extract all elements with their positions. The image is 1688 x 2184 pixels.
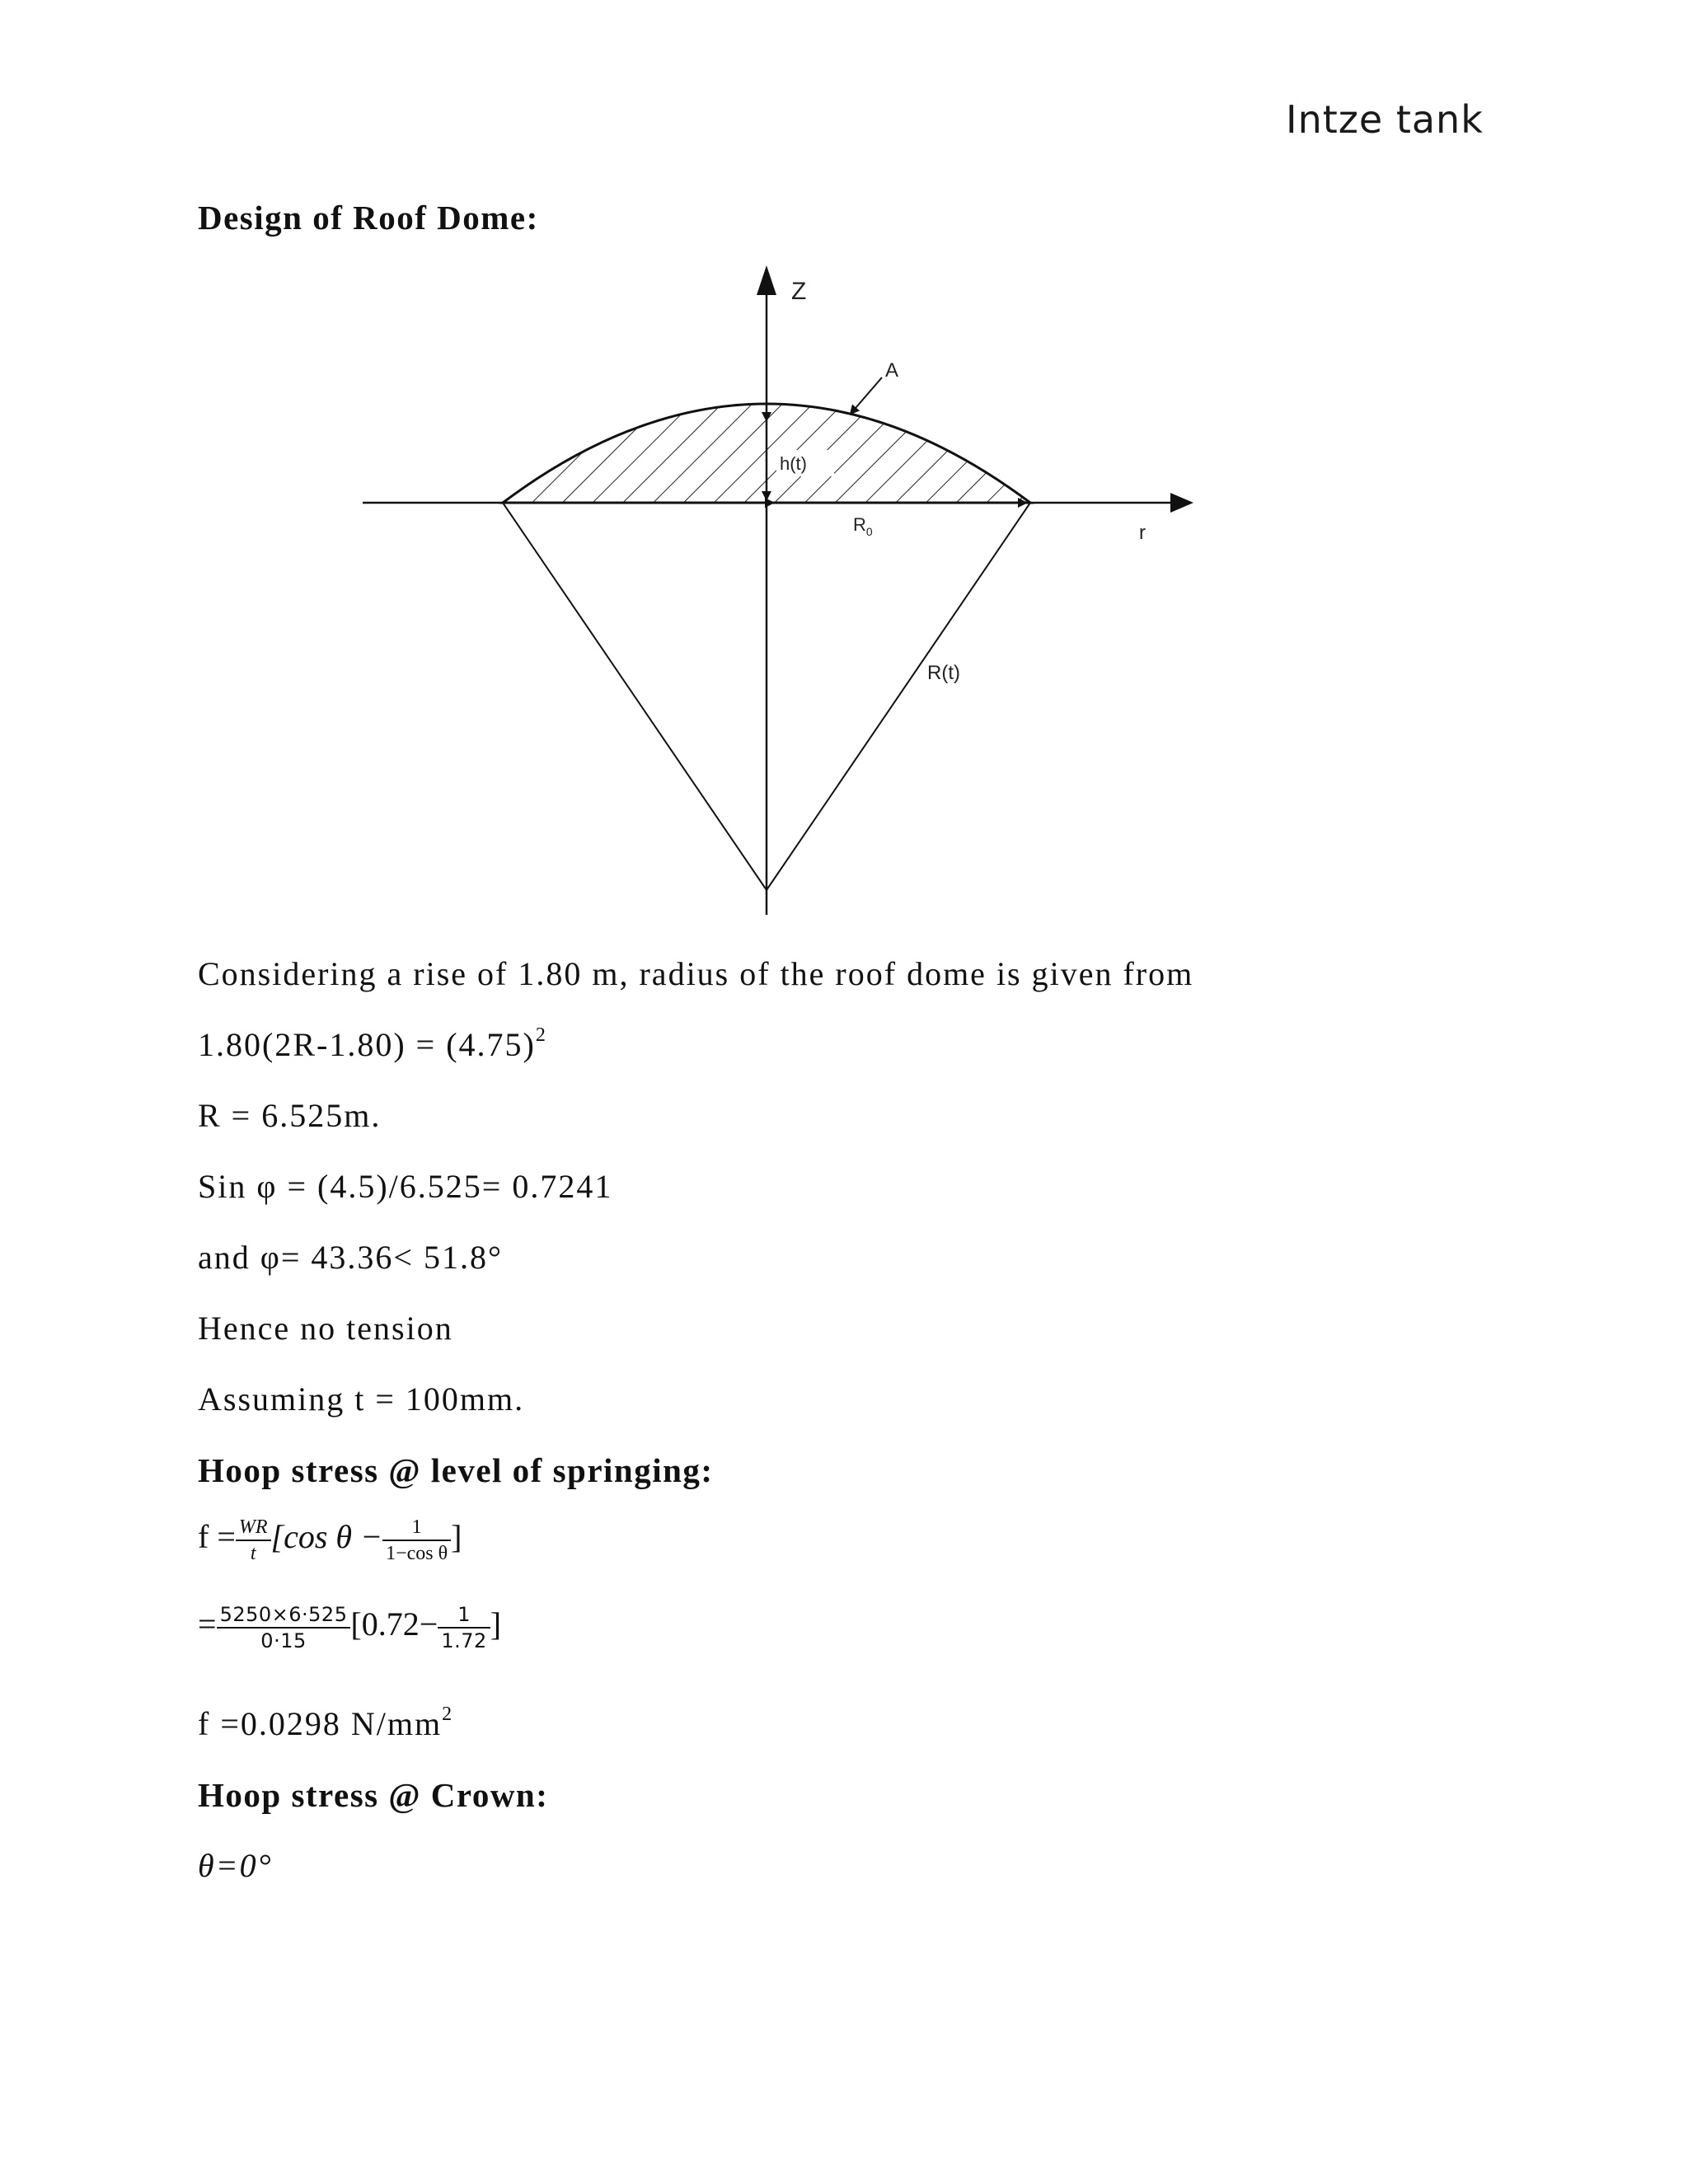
label-z: Z [791, 278, 807, 305]
text-line-sin-phi: Sin φ = (4.5)/6.525= 0.7241 [198, 1168, 613, 1205]
label-a: A [885, 359, 899, 382]
text-line-no-tension: Hence no tension [198, 1310, 453, 1347]
formula-hoop-stress: f = $\frac{WR}{t}$ [cos θ − $\frac{1}{\text{1−cos θ}}$ ] [198, 1516, 462, 1564]
radius-line-left [503, 503, 767, 890]
r-axis-arrow [1170, 493, 1193, 513]
a-pointer-arrow [851, 377, 882, 414]
section-heading-hoop-springing: Hoop stress @ level of springing: [198, 1451, 714, 1489]
text-line-phi: and φ= 43.36< 51.8° [198, 1239, 503, 1276]
text-line-radius: R = 6.525m. [198, 1097, 382, 1134]
section-heading-hoop-crown: Hoop stress @ Crown: [198, 1776, 549, 1814]
formula-hoop-stress-values: = $\frac{5250\times 6\cdot 525}{0\cdot 15}$ [0.72− $\frac{1}{1.72}$ ] [198, 1603, 502, 1652]
label-r-axis: r [1139, 522, 1146, 544]
text-line-thickness: Assuming t = 100mm. [198, 1380, 525, 1418]
radius-line-right [767, 503, 1030, 890]
z-axis-arrow [757, 265, 776, 295]
label-rt: R(t) [927, 662, 960, 684]
text-line-rise: Considering a rise of 1.80 m, radius of the roof dome is given from [198, 955, 1194, 992]
label-h: h(t) [780, 453, 807, 474]
text-line-equation: $1.80(2R-1.80) = (4.75)^2$ [198, 1024, 547, 1063]
text-line-result-f: f =0.0298 $N/mm^2$ [198, 1703, 454, 1742]
document-header: Intze tank [1286, 97, 1484, 142]
roof-dome-diagram [354, 255, 1195, 931]
section-heading-roof-dome: Design of Roof Dome: [198, 199, 539, 237]
text-line-theta: θ=0° [198, 1847, 273, 1884]
label-r0: $R_0$ [853, 514, 873, 538]
